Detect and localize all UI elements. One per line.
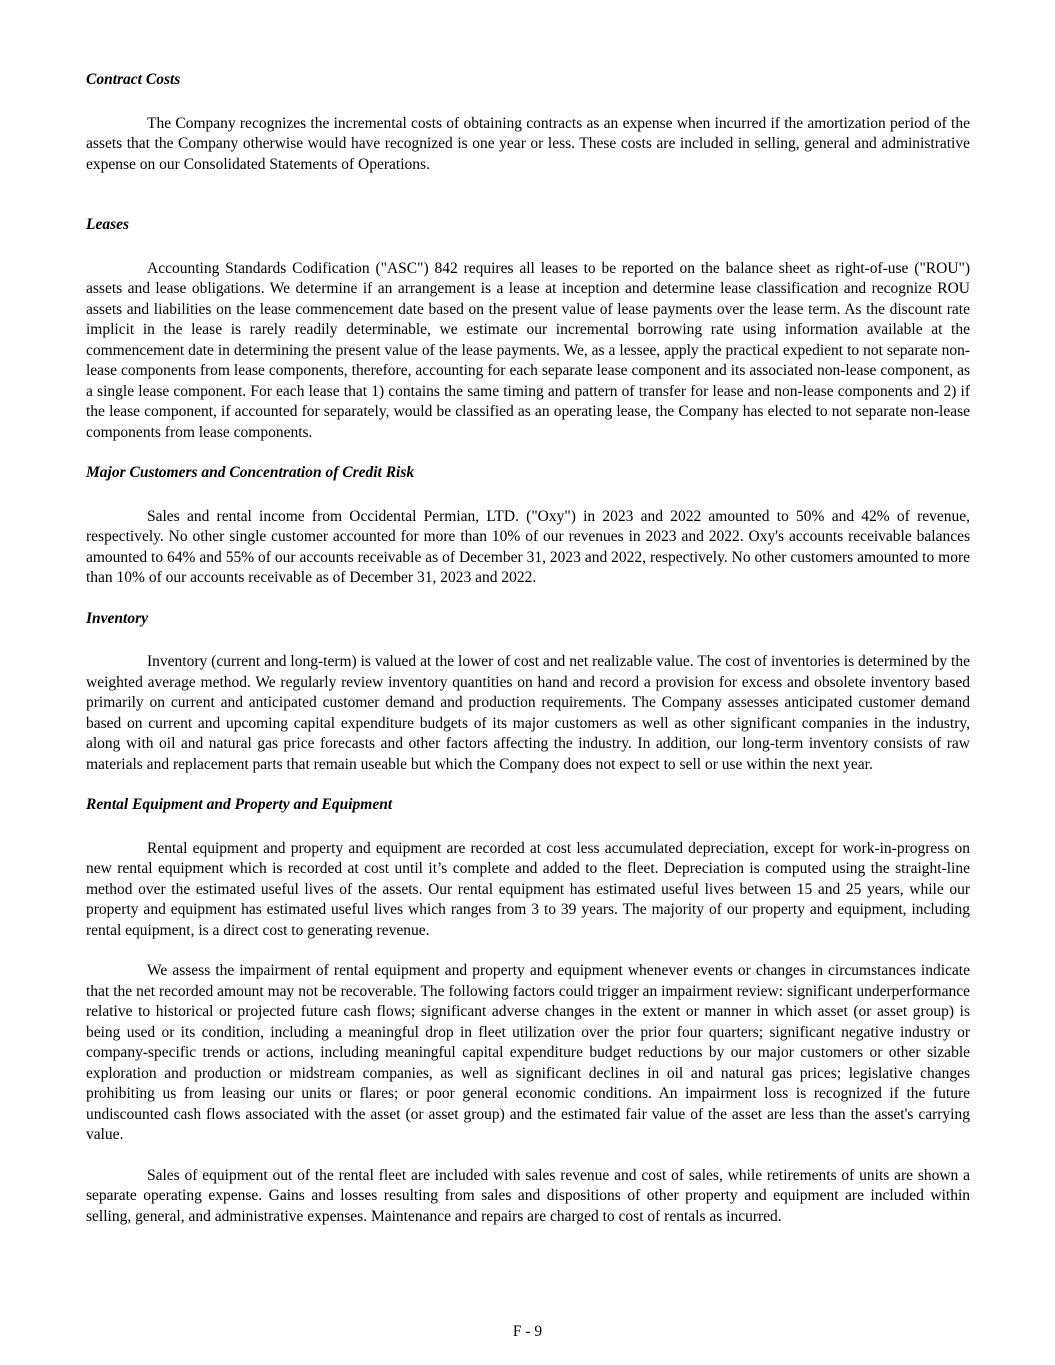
paragraph-leases-1: Accounting Standards Codification ("ASC") 842 requires all leases to be reported on the balance sheet as right-of-use ("ROU") assets and lease obligations. We determine if an arrangement is a lease at inception and determine lease classification and recognize ROU assets and liabilities on the lease commencement date based on the present value of lease payments over the lease term. As the discount rate implicit in the lease is rarely readily determinable, we estimate our incremental borrowing rate using information available at the commencement date in determining the present value of the lease payments. We, as a lessee, apply the practical expedient to not separate non-lease components from lease components, therefore, accounting for each separate lease component and its associated non-lease component, as a single lease component. For each lease that 1) contains the same timing and pattern of transfer for lease and non-lease components and 2) if the lease component, if accounted for separately, would be classified as an operating lease, the Company has elected to not separate non-lease components from lease components.	[86, 259, 970, 441]
section-contract-costs	[86, 70, 970, 175]
paragraph-major-customers-1: Sales and rental income from Occidental Permian, LTD. ("Oxy") in 2023 and 2022 amounted to 50% and 42% of revenue, respectively. No other single customer accounted for more than 10% of our revenues in 2023 and 2022. Oxy's accounts receivable balances amounted to 64% and 55% of our accounts receivable as of December 31, 2023 and 2022, respectively. No other customers amounted to more than 10% of our accounts receivable as of December 31, 2023 and 2022.	[86, 507, 970, 586]
paragraph-rental-equipment-2: We assess the impairment of rental equipment and property and equipment whenever events or changes in circumstances indicate that the net recorded amount may not be recoverable. The following factors could trigger an impairment review: significant underperformance relative to historical or projected future cash flows; significant adverse changes in the extent or manner in which asset (or asset group) is being used or its condition, including a meaningful drop in fleet utilization over the prior four quarters; significant negative industry or company-specific trends or actions, including meaningful capital expenditure budget reductions by our major customers or other sizable exploration and production or midstream companies, as well as significant declines in oil and natural gas prices; legislative changes prohibiting us from leasing our units or flares; or poor general economic conditions. An impairment loss is recognized if the future undiscounted cash flows associated with the asset (or asset group) and the estimated fair value of the asset are less than the asset's carrying value.	[86, 962, 970, 1143]
page-number: F - 9	[512, 1323, 543, 1340]
paragraph-inventory-1: Inventory (current and long-term) is valued at the lower of cost and net realizable value. The cost of inventories is determined by the weighted average method. We regularly review inventory quantities on hand and record a provision for excess and obsolete inventory based primarily on current and anticipated customer demand and production requirements. The Company assesses anticipated customer demand based on current and upcoming capital expenditure budgets of its major customers as well as other significant companies in the industry, along with oil and natural gas price forecasts and other factors affecting the industry. In addition, our long-term inventory consists of raw materials and replacement parts that remain useable but which the Company does not expect to sell or use within the next year.	[86, 653, 970, 773]
section-heading-inventory: Inventory	[86, 609, 148, 627]
section-heading-major-customers: Major Customers and Concentration of Credit Risk	[86, 464, 415, 481]
paragraph-contract-costs-1: The Company recognizes the incremental costs of obtaining contracts as an expense when incurred if the amortization period of the assets that the Company otherwise would have recognized is one year or less. These costs are included in selling, general and administrative expense on our Consolidated Statements of Operations.	[86, 114, 970, 173]
section-leases	[86, 215, 970, 443]
section-heading-rental-equipment: Rental Equipment and Property and Equipment	[86, 796, 393, 813]
section-rental-equipment	[86, 795, 970, 1227]
document-page	[86, 66, 970, 1227]
paragraph-rental-equipment-3: Sales of equipment out of the rental fleet are included with sales revenue and cost of sales, while retirements of units are shown a separate operating expense. Gains and losses resulting from sales and dispositions of other property and equipment are included within selling, general, and administrative expenses. Maintenance and repairs are charged to cost of rentals as incurred.	[86, 1166, 970, 1225]
section-inventory	[86, 609, 970, 776]
section-major-customers	[86, 463, 970, 589]
paragraph-rental-equipment-1: Rental equipment and property and equipment are recorded at cost less accumulated depreciation, except for work-in-progress on new rental equipment which is recorded at cost until it’s complete and added to the fleet. Depreciation is computed using the straight-line method over the estimated useful lives of the assets. Our rental equipment has estimated useful lives between 15 and 25 years, while our property and equipment has estimated useful lives which ranges from 3 to 39 years. The majority of our property and equipment, including rental equipment, is a direct cost to generating revenue.	[86, 839, 970, 939]
section-heading-contract-costs: Contract Costs	[86, 71, 181, 88]
section-heading-leases: Leases	[86, 216, 130, 233]
